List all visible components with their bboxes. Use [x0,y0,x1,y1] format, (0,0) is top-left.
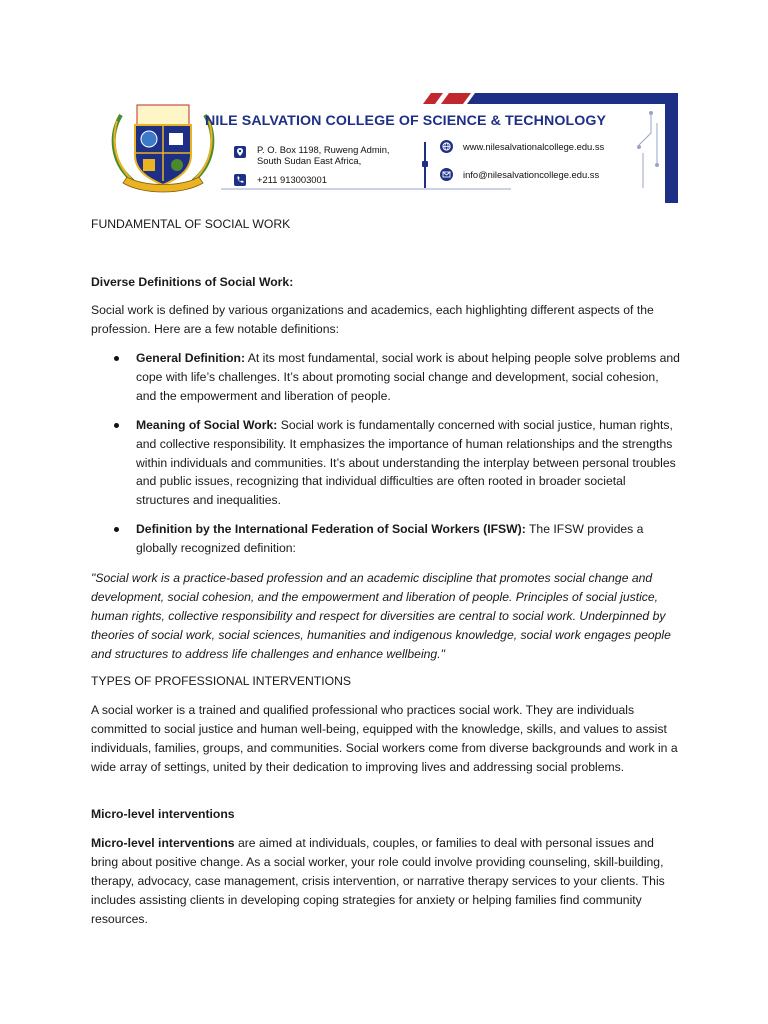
email-icon [440,168,453,181]
definitions-intro: Social work is defined by various organizations and academics, each highlighting different aspects of the profession. Here are a few notable definitions: [91,303,654,336]
letterhead-banner [91,93,678,203]
college-name: NILE SALVATION COLLEGE OF SCIENCE & TECHNOLOGY [205,113,607,129]
list-item [91,416,681,511]
bullet-label: General Definition: [136,351,246,365]
bullet-label: Definition by the International Federation of Social Workers (IFSW): [136,522,526,537]
section-heading-interventions: TYPES OF PROFESSIONAL INTERVENTIONS [91,674,352,688]
micro-level-lead: Micro-level interventions [91,836,235,850]
section-heading-definitions: Diverse Definitions of Social Work: [91,275,294,289]
list-item [91,520,681,558]
contact-right-column [440,140,670,196]
bullet-text: At its most fundamental, social work is about helping people solve problems and cope with life’s challenges. It’s about promoting social change and development, social cohesion, and the empowerment and liberation of people. [136,351,680,403]
ifsw-quote: "Social work is a practice-based profession and an academic discipline that promotes social change and development, social cohesion, and the empowerment and liberation of people. Principles of social justice, human rights, collective responsibility and respect for diversities are central to social work. Underpinned by theories of social work, social sciences, humanities and indigenous knowledge, social work engages people and structures to address life challenges and enhance wellbeing." [91,571,671,661]
location-pin-icon [234,146,246,158]
bullet-text: The IFSW provides a globally recognized definition: [136,522,644,556]
list-item [91,349,681,406]
address-line-2: South Sudan East Africa, [257,155,362,166]
college-crest-logo [107,97,219,197]
definitions-list [91,349,681,568]
website-row [440,140,670,168]
email-link[interactable]: info@nilesalvationcollege.edu.ss [463,169,600,180]
address-line-1: P. O. Box 1198, Ruweng Admin, [257,144,390,155]
micro-level-text: are aimed at individuals, couples, or families to deal with personal issues and bring about positive change. As a social worker, your role could involve providing counseling, skill-building, therapy, advocacy, case management, crisis intervention, or narrative therapy services to your clients. This includes assisting clients in developing coping strategies for anxiety or helping families find community resources. [91,836,665,926]
phone-number: +211 913003001 [257,174,327,185]
phone-icon [234,174,246,186]
bullet-dot [114,356,119,361]
divider-marker [422,161,428,167]
micro-level-paragraph [91,834,681,929]
bullet-label: Meaning of Social Work: [136,417,278,432]
bullet-dot [114,423,119,428]
contact-left-column [234,144,424,200]
bullet-dot [114,527,119,532]
document-title: FUNDAMENTAL OF SOCIAL WORK [91,217,291,231]
address-row [234,144,424,172]
section-heading-micro: Micro-level interventions [91,807,235,821]
social-worker-paragraph: A social worker is a trained and qualified professional who practices social work. They are individuals committed to social justice and human well-being, equipped with the knowledge, skills, and values to assist individuals, families, groups, and communities. Social workers come from diverse backgrounds and work in a wide array of settings, united by their dedication to improving lives and addressing social problems. [91,703,678,774]
globe-icon [440,140,453,153]
website-link[interactable]: www.nilesalvationalcollege.edu.ss [463,141,605,152]
bullet-text: Social work is fundamentally concerned with social justice, human rights, and collective responsibility. It emphasizes the importance of human relationships and the strengths within individuals and communities. It’s about understanding the interplay between personal troubles and public issues, recognizing that individual difficulties are often rooted in broader societal structures and inequalities. [136,417,676,508]
email-row [440,168,670,196]
phone-row [234,172,424,200]
